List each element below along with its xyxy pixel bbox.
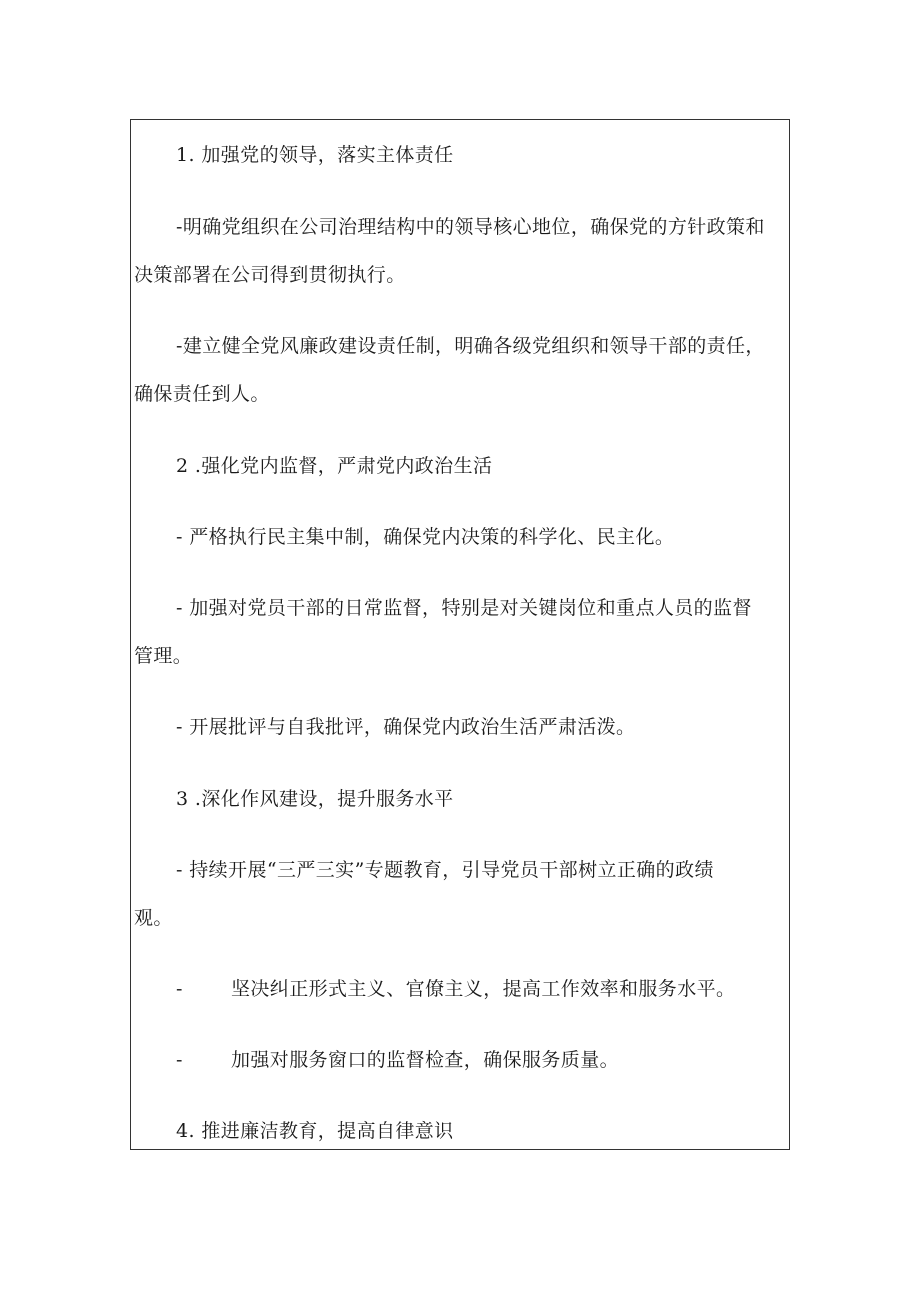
paragraph-line: - 严格执行民主集中制，确保党内决策的科学化、民主化。 [176,526,675,548]
paragraph-dash: - [176,1049,183,1071]
paragraph-line: - 开展批评与自我批评，确保党内政治生活严肃活泼。 [176,716,636,738]
paragraph-line: 决策部署在公司得到贯彻执行。 [134,264,406,286]
paragraph-line: 观。 [134,907,173,929]
paragraph-dash: - [176,978,183,1000]
paragraph-line: - 持续开展“三严三实”专题教育，引导党员干部树立正确的政绩 [176,859,714,881]
paragraph-line: - 加强对党员干部的日常监督，特别是对关键岗位和重点人员的监督 [176,597,752,619]
paragraph-line: -明确党组织在公司治理结构中的领导核心地位，确保党的方针政策和 [176,216,765,238]
heading-1: 1. 加强党的领导，落实主体责任 [176,144,454,166]
paragraph-line: 确保责任到人。 [134,383,270,405]
paragraph-line: 管理。 [134,645,193,667]
heading-2: 2 .强化党内监督，严肃党内政治生活 [176,455,493,477]
paragraph-line: 坚决纠正形式主义、官僚主义，提高工作效率和服务水平。 [231,978,736,1000]
heading-4: 4. 推进廉洁教育，提高自律意识 [176,1120,454,1142]
paragraph-line: 加强对服务窗口的监督检查，确保服务质量。 [231,1049,620,1071]
document-frame [130,119,790,1150]
heading-3: 3 .深化作风建设，提升服务水平 [176,788,454,810]
paragraph-line: -建立健全党风廉政建设责任制，明确各级党组织和领导干部的责任， [176,335,765,357]
